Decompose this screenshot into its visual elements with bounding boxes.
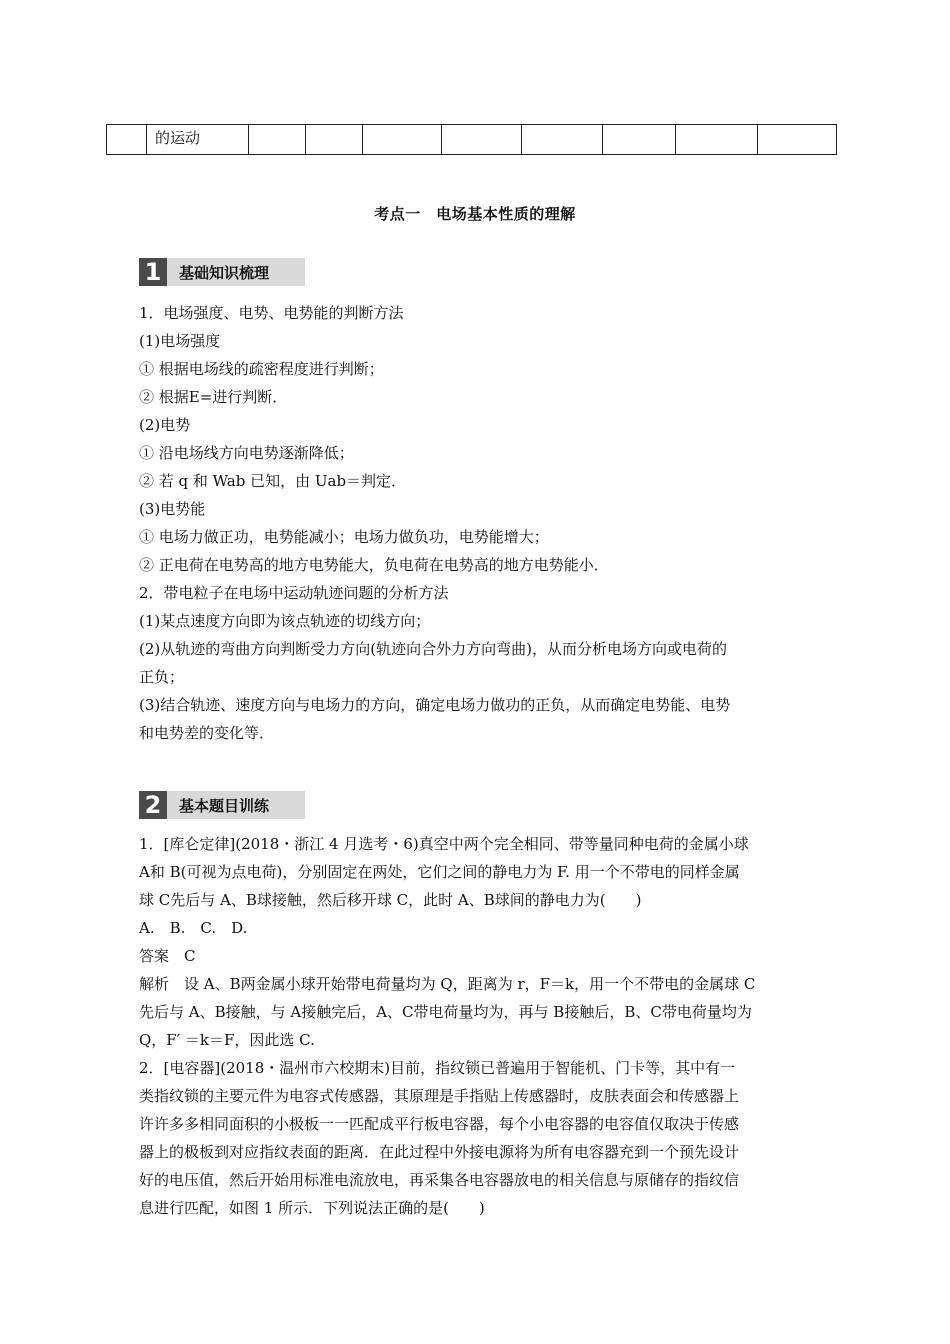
text-line: (1)某点速度方向即为该点轨迹的切线方向； bbox=[139, 612, 431, 630]
text-line: 类指纹锁的主要元件为电容式传感器，其原理是手指贴上传感器时，皮肤表面会和传感器上 bbox=[139, 1087, 740, 1105]
badge-number: 2 bbox=[139, 791, 167, 819]
text-line: ② 若 q 和 Wab 已知，由 Uab＝判定． bbox=[139, 472, 407, 490]
text-line: 1．电场强度、电势、电势能的判断方法 bbox=[139, 304, 404, 322]
table-cell bbox=[306, 125, 363, 155]
badge-label: 基础知识梳理 bbox=[167, 258, 305, 286]
text-line: 好的电压值，然后开始用标准电流放电，再采集各电容器放电的相关信息与原储存的指纹信 bbox=[139, 1171, 740, 1189]
table-cell bbox=[107, 125, 147, 155]
badge-label: 基本题目训练 bbox=[167, 791, 305, 819]
table-cell bbox=[147, 125, 249, 155]
table-fragment bbox=[106, 124, 837, 155]
text-line: 2．带电粒子在电场中运动轨迹问题的分析方法 bbox=[139, 584, 449, 602]
text-line: 2．[电容器](2018・温州市六校期末)目前，指纹锁已普遍用于智能机、门卡等，其中有一 bbox=[139, 1059, 736, 1077]
section-badge-basic-exercises bbox=[139, 791, 305, 819]
text-line: (3)结合轨迹、速度方向与电场力的方向，确定电场力做功的正负，从而确定电势能、电势 bbox=[139, 696, 731, 714]
badge-number: 1 bbox=[139, 258, 167, 286]
text-line: 和电势差的变化等． bbox=[139, 724, 275, 742]
text-line: (2)从轨迹的弯曲方向判断受力方向(轨迹向合外力方向弯曲)，从而分析电场方向或电荷的 bbox=[139, 640, 727, 658]
text-line: ① 电场力做正功，电势能减小；电场力做负功，电势能增大； bbox=[139, 528, 549, 546]
exercise-text-block bbox=[139, 830, 814, 1222]
text-line: A. B. C. D. bbox=[139, 919, 248, 937]
table-cell bbox=[522, 125, 603, 155]
section-badge-basic-knowledge bbox=[139, 258, 305, 286]
text-line: ② 正电荷在电势高的地方电势能大，负电荷在电势高的地方电势能小． bbox=[139, 556, 609, 574]
table-cell bbox=[676, 125, 758, 155]
text-line: ① 根据电场线的疏密程度进行判断； bbox=[139, 360, 384, 378]
text-line: 许许多多相同面积的小极板一一匹配成平行板电容器，每个小电容器的电容值仅取决于传感 bbox=[139, 1115, 740, 1133]
text-line: 息进行匹配，如图 1 所示．下列说法正确的是( ) bbox=[139, 1199, 485, 1217]
text-line: (2)电势 bbox=[139, 416, 191, 434]
text-line: A和 B(可视为点电荷)，分别固定在两处，它们之间的静电力为 F. 用一个不带电的同样金属 bbox=[139, 863, 740, 881]
table-cell-text: 的运动 bbox=[155, 129, 201, 147]
knowledge-text-block bbox=[139, 299, 814, 747]
section-title: 考点一 电场基本性质的理解 bbox=[374, 205, 576, 223]
text-line: (3)电势能 bbox=[139, 500, 206, 518]
text-line: (1)电场强度 bbox=[139, 332, 221, 350]
text-line: ② 根据E=进行判断． bbox=[139, 388, 288, 406]
table-cell bbox=[363, 125, 442, 155]
table-row bbox=[107, 125, 837, 155]
table-cell bbox=[442, 125, 522, 155]
text-line: 正负； bbox=[139, 668, 185, 686]
text-line: 1．[库仑定律](2018・浙江 4 月选考・6)真空中两个完全相同、带等量同种电荷的金属小球 bbox=[139, 835, 749, 853]
text-line: ① 沿电场线方向电势逐渐降低； bbox=[139, 444, 354, 462]
table-cell bbox=[603, 125, 676, 155]
text-line: 先后与 A、B接触，与 A接触完后，A、C带电荷量均为，再与 B接触后，B、C带电荷量均为 bbox=[139, 1003, 752, 1021]
text-line: 球 C先后与 A、B球接触，然后移开球 C，此时 A、B球间的静电力为( ) bbox=[139, 891, 642, 909]
text-line: 解析 设 A、B两金属小球开始带电荷量均为 Q，距离为 r，F＝k，用一个不带电的金属球 C bbox=[139, 975, 756, 993]
table-cell bbox=[249, 125, 306, 155]
text-line: 器上的极板到对应指纹表面的距离．在此过程中外接电源将为所有电容器充到一个预先设计 bbox=[139, 1143, 740, 1161]
text-line: 答案 C bbox=[139, 947, 196, 965]
text-line: Q，F′ ＝k＝F，因此选 C. bbox=[139, 1031, 315, 1049]
table-cell bbox=[758, 125, 837, 155]
